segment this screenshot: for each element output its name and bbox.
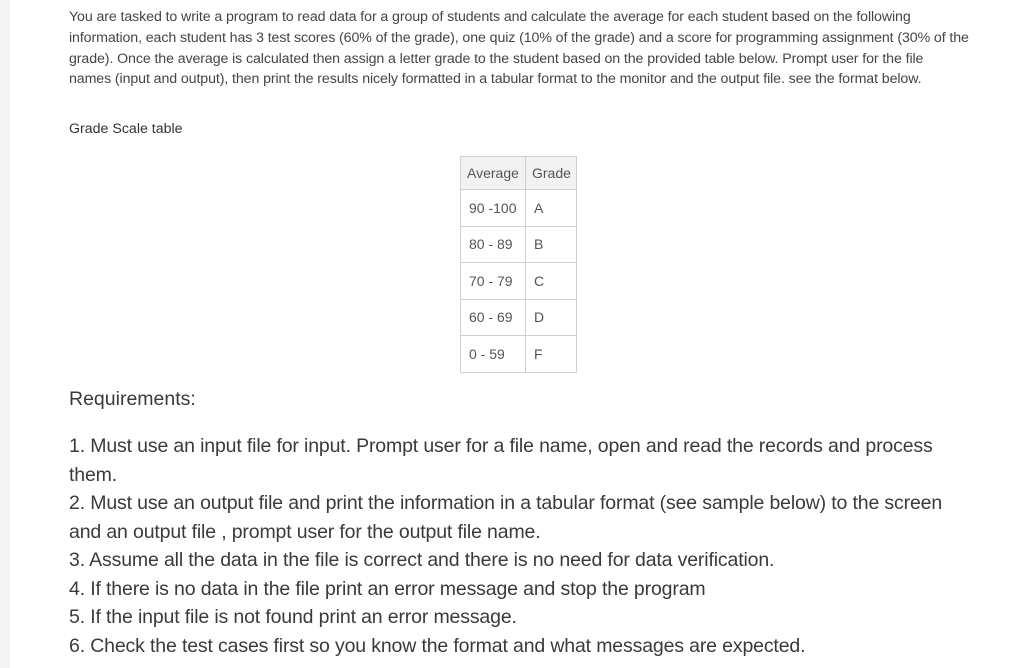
- list-item: 2. Must use an output file and print the information in a tabular format (see sample below) to the screen and an output file , prompt user for the output file name.: [69, 492, 943, 543]
- table-header-row: [461, 157, 577, 190]
- grade-cell: C: [526, 263, 577, 300]
- grade-cell: F: [526, 336, 577, 373]
- table-row: [461, 299, 577, 336]
- average-cell: 0 - 59: [461, 336, 526, 373]
- table-row: [461, 190, 577, 227]
- grade-scale-table: [460, 156, 577, 373]
- average-cell: 70 - 79: [461, 263, 526, 300]
- average-cell: 80 - 89: [461, 226, 526, 263]
- average-cell: 90 -100: [461, 190, 526, 227]
- table-row: [461, 226, 577, 263]
- requirements-heading: Requirements:: [69, 388, 196, 410]
- grade-cell: D: [526, 299, 577, 336]
- list-item: 4. If there is no data in the file print an error message and stop the program: [69, 577, 706, 600]
- list-item: 3. Assume all the data in the file is correct and there is no need for data verification.: [69, 549, 775, 571]
- average-cell: 60 - 69: [461, 299, 526, 336]
- grade-cell: B: [526, 226, 577, 263]
- list-item: 1. Must use an input file for input. Prompt user for a file name, open and read the records and process them.: [69, 435, 933, 486]
- list-item: 5. If the input file is not found print an error message.: [69, 606, 517, 628]
- grade-scale-label: Grade Scale table: [69, 121, 183, 137]
- header-average: Average: [461, 157, 526, 190]
- grade-cell: A: [526, 190, 577, 227]
- assignment-description: You are tasked to write a program to read data for a group of students and calculate the average for each student based on the following information, each student has 3 test scores (60% of the grade), one quiz (10% of the grade) and a score for programming assignment (30% of the grade). Once the average is calculated then assign a letter grade to the student based on the provided table below. Prompt user for the file names (input and output), then print the results nicely formatted in a tabular format to the monitor and the output file. see the format below.: [69, 9, 969, 88]
- header-grade: Grade: [526, 157, 577, 190]
- document-page: [10, 0, 1024, 668]
- list-item: 6. Check the test cases first so you know the format and what messages are expected.: [69, 634, 806, 657]
- requirements-list: [69, 432, 969, 660]
- table-row: [461, 336, 577, 373]
- table-row: [461, 263, 577, 300]
